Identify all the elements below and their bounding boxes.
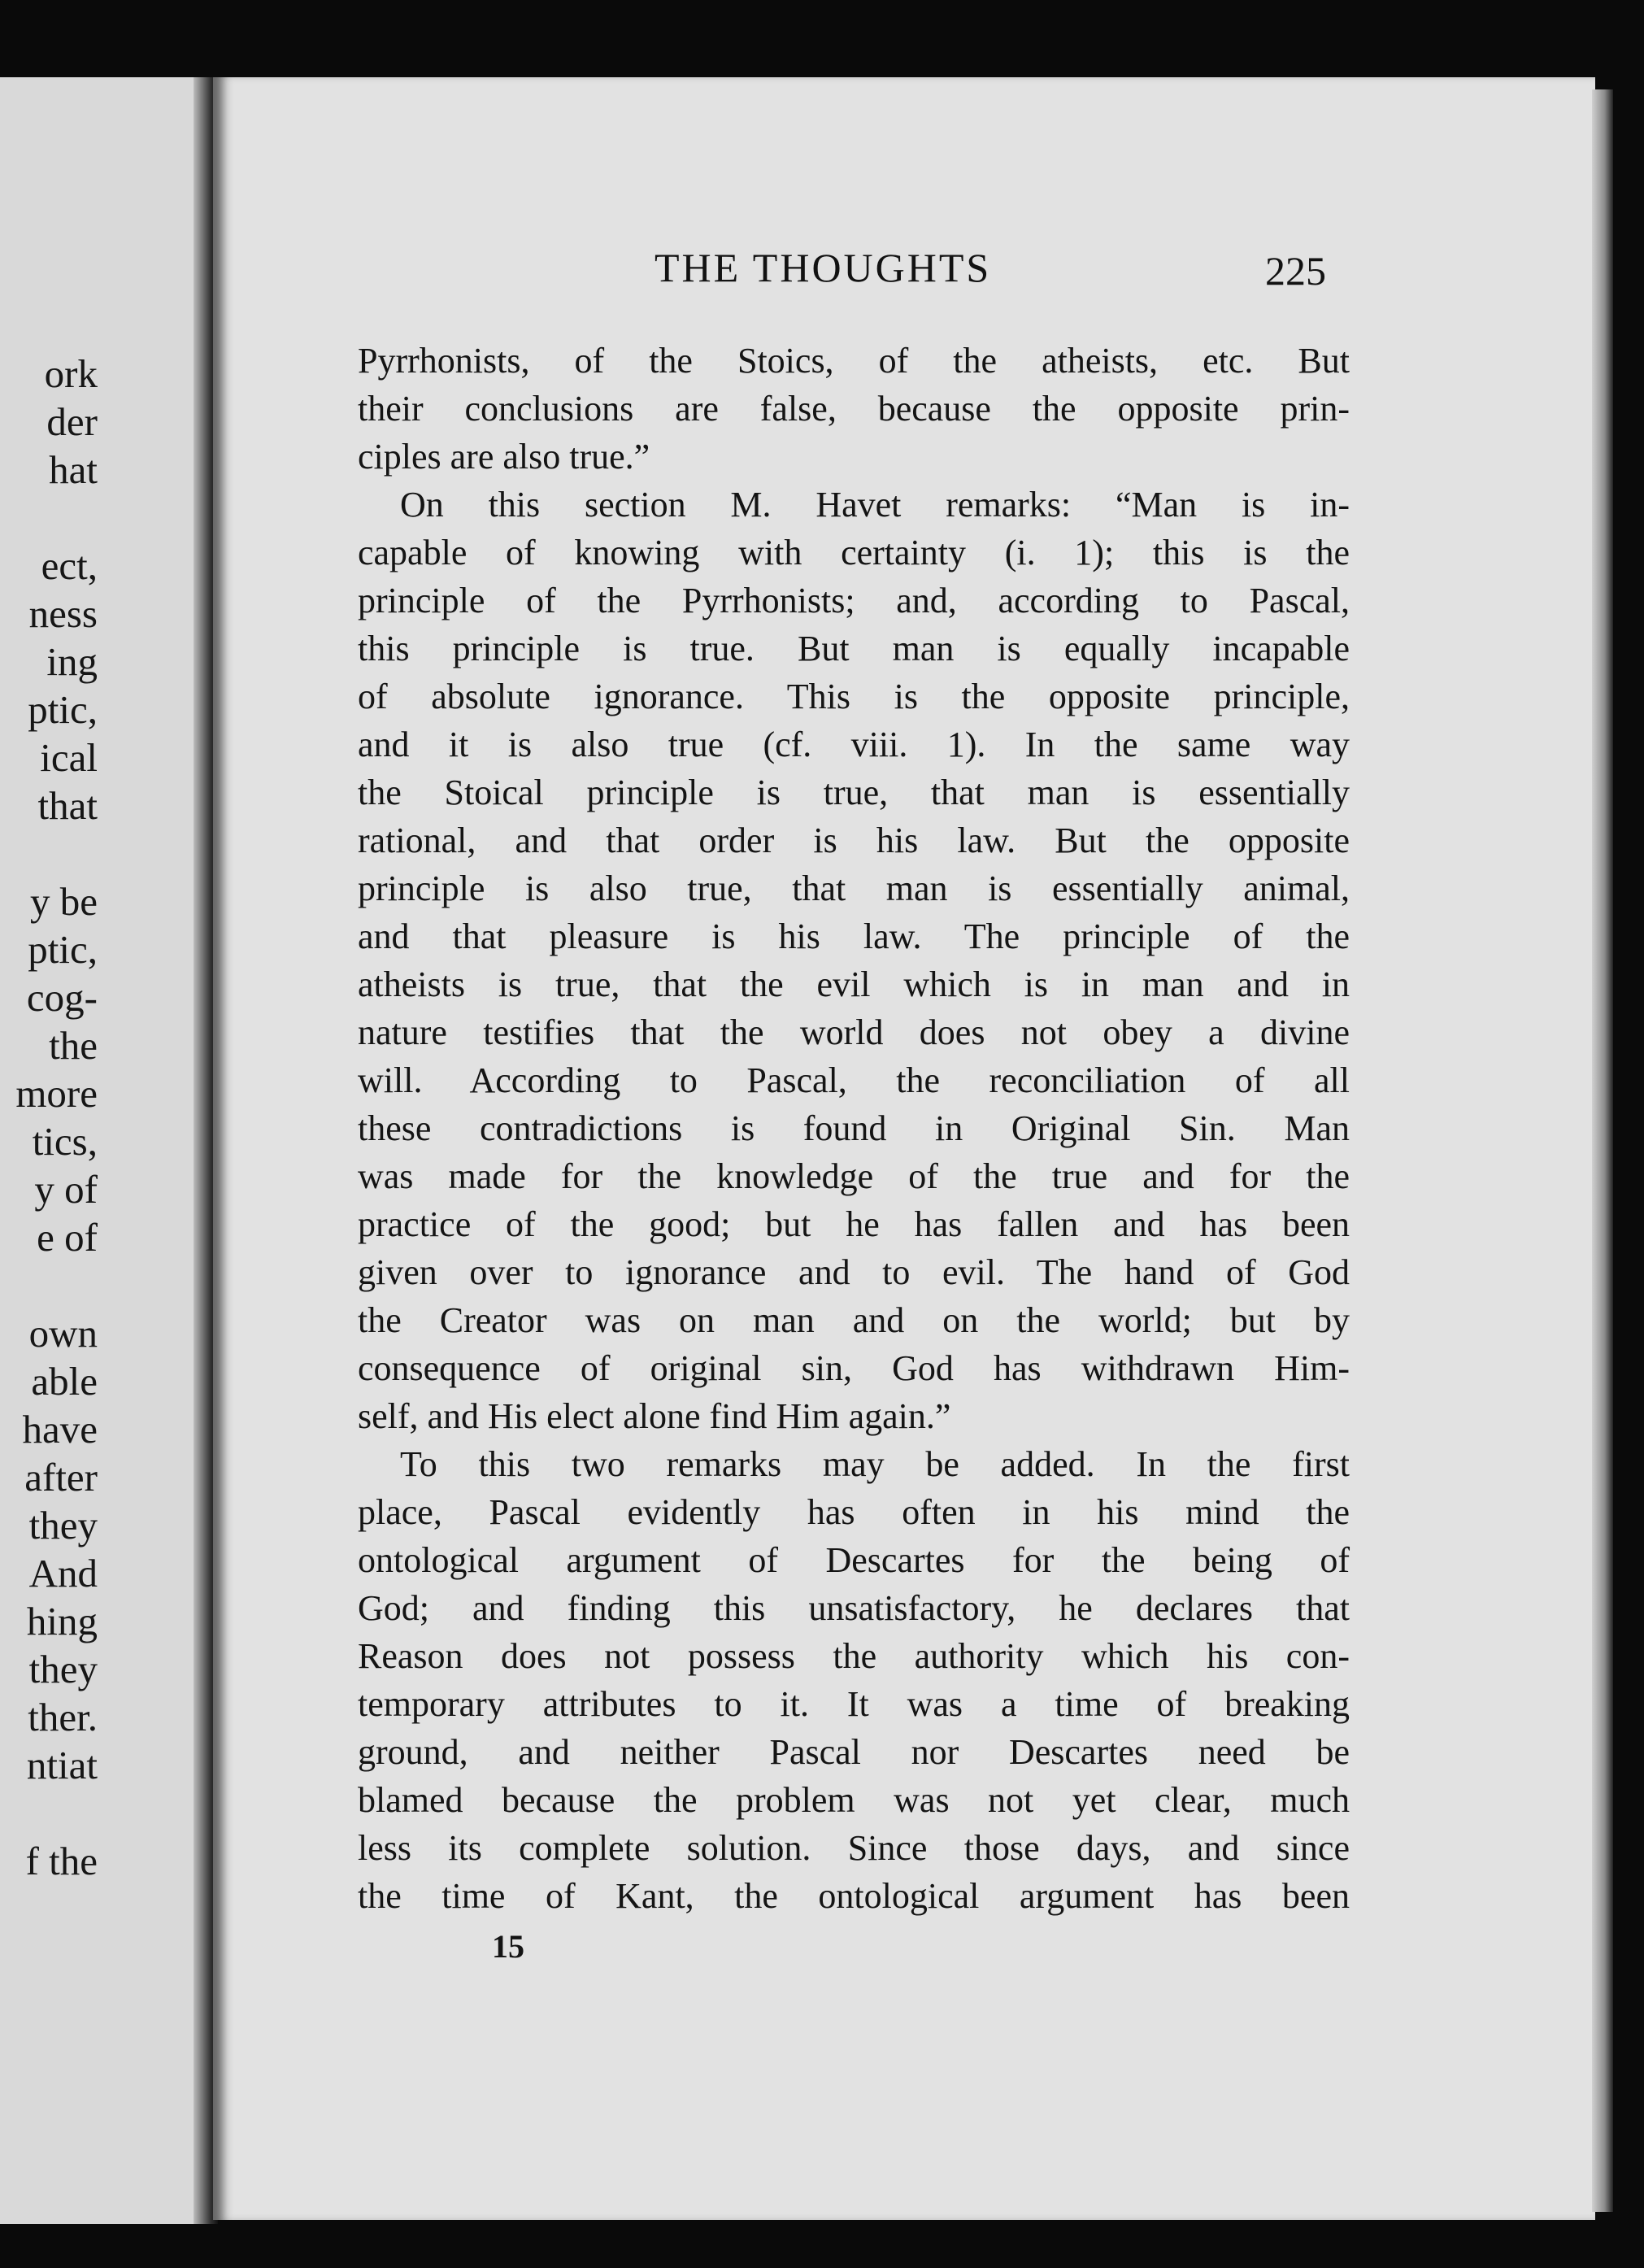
text-line: the Creator was on man and on the world; but by [358,1300,1350,1340]
text-line: Pyrrhonists, of the Stoics, of the atheists, etc. But [358,341,1350,381]
left-fragment-line: And [28,1551,98,1595]
left-fragment-line: ness [28,591,98,636]
left-page-text-fragments [0,350,98,1885]
text-line: these contradictions is found in Original Sin. Man [358,1108,1350,1148]
left-fragment-line: y of [34,1167,98,1212]
text-line: capable of knowing with certainty (i. 1); this is the [358,533,1350,572]
left-fragment-line: that [37,783,98,828]
left-fragment-line: ing [46,639,98,684]
text-line: consequence of original sin, God has withdrawn Him- [358,1348,1350,1388]
left-fragment-line: ther. [28,1695,98,1739]
text-line: their conclusions are false, because the opposite prin- [358,389,1350,429]
text-line: the Stoical principle is true, that man is essentially [358,773,1350,812]
text-line: this principle is true. But man is equally incapable [358,629,1350,668]
text-line: was made for the knowledge of the true and for the [358,1156,1350,1196]
text-line: ontological argument of Descartes for the being of [358,1540,1350,1580]
left-fragment-line: own [28,1311,98,1356]
left-fragment-line: after [24,1455,98,1500]
text-line: practice of the good; but he has fallen and has been [358,1204,1350,1244]
left-fragment-line [0,494,98,542]
left-fragment-line: cog- [26,975,98,1020]
text-line: atheists is true, that the evil which is in man and in [358,964,1350,1004]
text-line: of absolute ignorance. This is the opposite principle, [358,677,1350,716]
text-line: self, and His elect alone find Him again.” [358,1396,951,1436]
left-fragment-line: ntiat [26,1743,98,1787]
text-line: place, Pascal evidently has often in his mind the [358,1492,1350,1532]
body-text [358,337,1350,1920]
left-fragment-line [0,829,98,877]
text-line: temporary attributes to it. It was a time of breaking [358,1684,1350,1724]
text-line: blamed because the problem was not yet clear, much [358,1780,1350,1820]
left-fragment-line: they [28,1647,98,1691]
text-line: given over to ignorance and to evil. The hand of God [358,1252,1350,1292]
text-line: will. According to Pascal, the reconciliation of all [358,1060,1350,1100]
left-fragment-line: ect, [41,543,98,588]
left-fragment-line: have [22,1407,98,1452]
left-fragment-line: ork [44,351,98,396]
text-line: On this section M. Havet remarks: “Man is in- [400,485,1350,525]
page-edge [1592,89,1613,2212]
text-line: God; and finding this unsatisfactory, he declares that [358,1588,1350,1628]
text-line: principle of the Pyrrhonists; and, according to Pascal, [358,581,1350,620]
left-fragment-line: ical [40,735,98,780]
left-fragment-line: hing [26,1599,98,1643]
left-fragment-line: ptic, [28,687,98,732]
text-line: the time of Kant, the ontological argument has been [358,1876,1350,1916]
text-line: nature testifies that the world does not obey a divine [358,1012,1350,1052]
text-line: To this two remarks may be added. In the first [400,1444,1350,1484]
left-fragment-line: the [49,1023,98,1068]
left-fragment-line: able [31,1359,98,1404]
text-line: principle is also true, that man is essentially animal, [358,868,1350,908]
text-line: less its complete solution. Since those days, and since [358,1828,1350,1868]
left-fragment-line: tics, [32,1119,98,1164]
left-fragment-line [0,1261,98,1309]
left-fragment-line: they [28,1503,98,1548]
text-line: Reason does not possess the authority which his con- [358,1636,1350,1676]
left-fragment-line: der [46,399,98,444]
left-fragment-line: ptic, [28,927,98,972]
text-line: and that pleasure is his law. The principle of the [358,916,1350,956]
text-line: and it is also true (cf. viii. 1). In the same way [358,725,1350,764]
page-number: 225 [1265,248,1326,294]
text-line: ground, and neither Pascal nor Descartes need be [358,1732,1350,1772]
left-fragment-line: f the [25,1839,98,1883]
left-fragment-line: e of [37,1215,98,1260]
left-fragment-line [0,1789,98,1837]
signature-mark: 15 [492,1928,524,1965]
left-fragment-line: more [15,1071,98,1116]
running-head: THE THOUGHTS [655,245,992,290]
text-line: ciples are also true.” [358,437,650,477]
text-line: rational, and that order is his law. But the opposite [358,821,1350,860]
left-fragment-line: y be [30,879,98,924]
left-fragment-line: hat [49,447,98,492]
